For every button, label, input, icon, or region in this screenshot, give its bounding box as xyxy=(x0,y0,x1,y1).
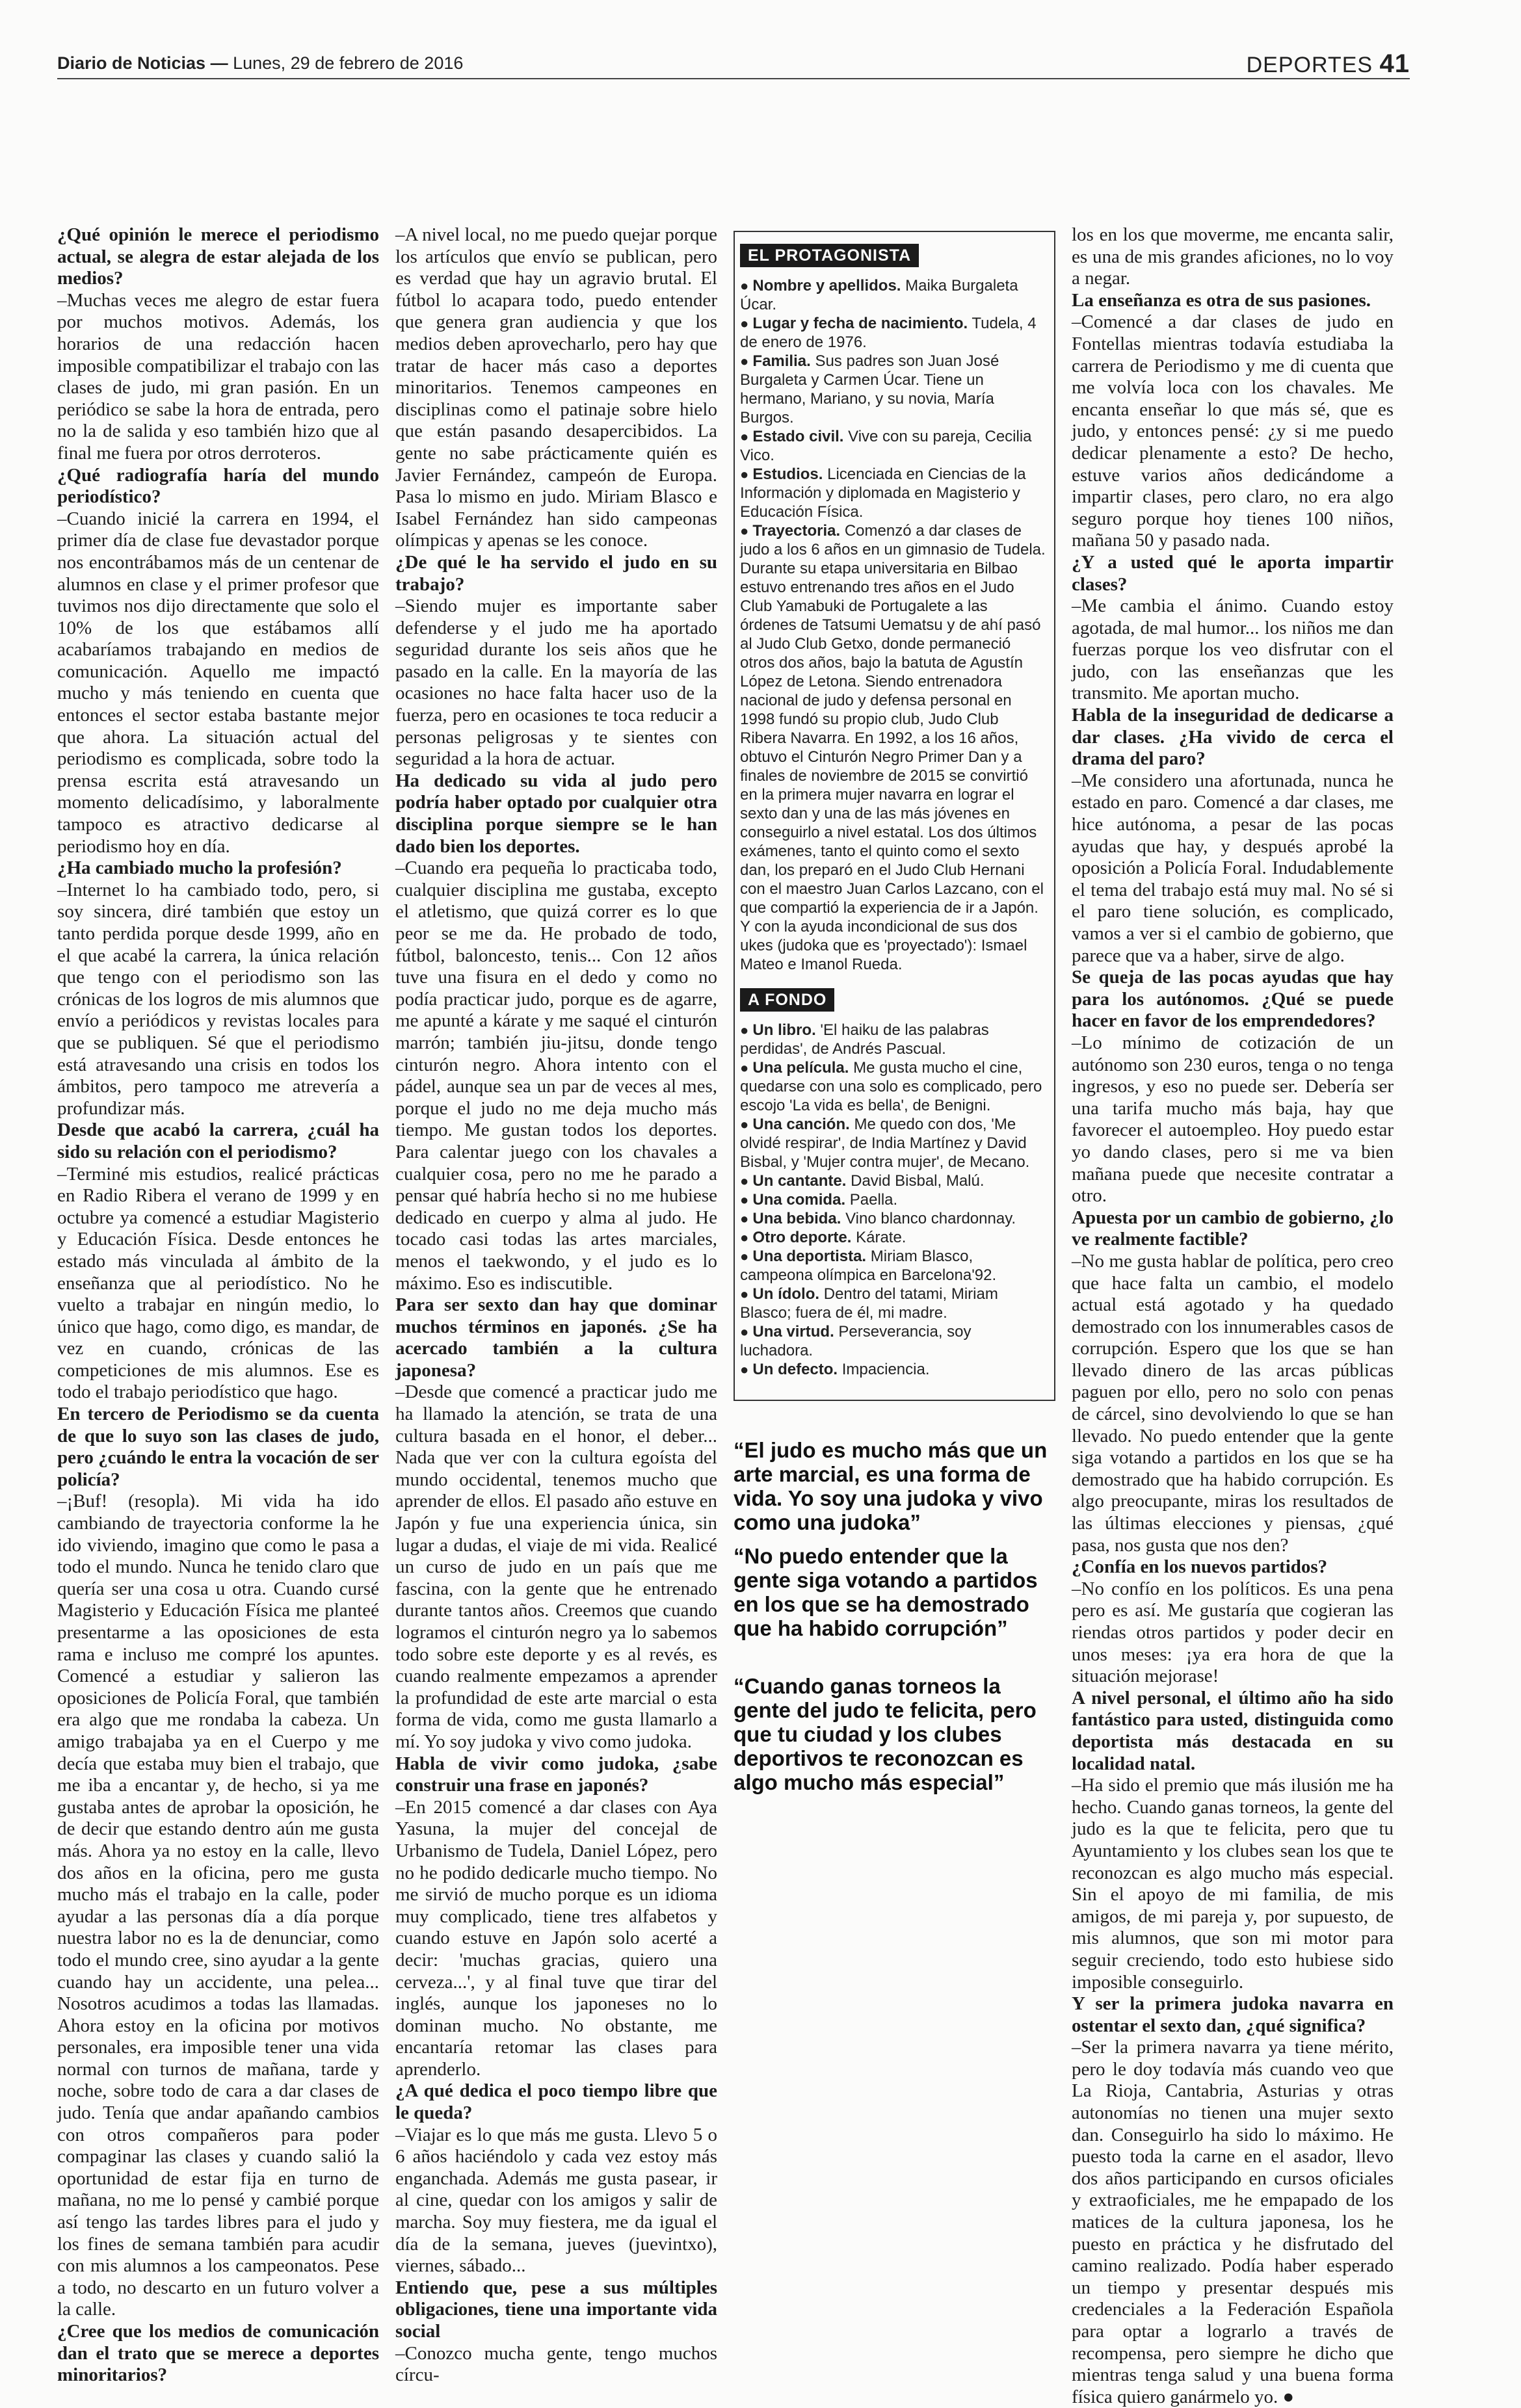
bullet-icon: ● xyxy=(740,353,753,369)
page-header xyxy=(57,46,1410,79)
page-number: 41 xyxy=(1379,49,1410,78)
pull-quote-1: “El judo es mucho más que un arte marcial, es una forma de vida. Yo soy una judoka y vivo como una judoka” xyxy=(734,1438,1048,1534)
protagonista-item xyxy=(740,427,1046,465)
interview-answer: –Viajar es lo que más me gusta. Llevo 5 o 6 años haciéndolo y cada vez estoy más enganchada. Además me gusta pasear, ir al cine, quedar con los amigos y salir de marcha. Soy muy fiestera, me da igual el día de la semana, jueves (juevintxo), viernes, sábado... xyxy=(395,2124,717,2277)
afondo-list xyxy=(740,1021,1046,1379)
interview-question: ¿Confía en los nuevos partidos? xyxy=(1072,1556,1328,1578)
bullet-icon: ● xyxy=(740,315,753,332)
afondo-item-key: Una bebida. xyxy=(752,1210,841,1227)
protagonista-label: EL PROTAGONISTA xyxy=(740,244,919,267)
interview-answer: –No me gusta hablar de política, pero creo que hace falta un cambio, el modelo actual está agotado y ha quedado demostrado con los innumerables casos de corrupción. Espero que los que se han llevado dinero de las arcas públicas paguen por ello, pero no solo con penas de cárcel, sino devolviendo lo que se han llevado. No puedo entender que la gente siga votando a partidos en los que se ha demostrado que ha habido corrupción. Es algo preocupante, miras los resultados de las últimas elecciones y piensas, ¿qué pasa, nos gusta que nos den? xyxy=(1072,1250,1394,1556)
bullet-icon: ● xyxy=(740,1192,753,1208)
protagonista-item-value: Licenciada en Ciencias de la Información y diplomada en Magisterio y Educación Física. xyxy=(740,465,1026,521)
protagonista-item-key: Familia. xyxy=(752,352,811,370)
afondo-item xyxy=(740,1360,1046,1379)
protagonista-item-value: Tudela, 4 de enero de 1976. xyxy=(740,315,1037,351)
bullet-icon: ● xyxy=(740,1116,753,1132)
interview-answer: –Cuando era pequeña lo practicaba todo, cualquier disciplina me gustaba, excepto el atletismo, que quizá correr es lo que peor se me da. He probado de todo, fútbol, baloncesto, tenis... Con 12 años tuve una fisura en el dedo y como no podía practicar judo, porque es de agarre, me apunté a kárate y me saqué el cinturón marrón; también jiu-jitsu, donde tengo cinturón negro. Ahora intento con el pádel, aunque sea un par de veces al mes, porque el judo no me deja mucho más tiempo. Me gustan todos los deportes. Para calentar juego con los chavales a cualquier cosa, pero no me he parado a pensar qué habría hecho si no me hubiese dedicado en cuerpo y alma al judo. He tocado casi todas las artes marciales, menos el taekwondo, y el judo es lo máximo. Eso es indiscutible. xyxy=(395,857,717,1294)
protagonista-item-key: Nombre y apellidos. xyxy=(752,277,901,294)
protagonista-item-key: Estado civil. xyxy=(752,428,844,445)
protagonista-item-value: Vive con su pareja, Cecilia Vico. xyxy=(740,428,1032,464)
afondo-item-key: Un defecto. xyxy=(752,1361,838,1378)
protagonista-item-value: Comenzó a dar clases de judo a los 6 años en un gimnasio de Tudela. Durante su etapa universitaria en Bilbao estuvo entrenando tres años en el Judo Club Yamabuki de Portugalete a las órdenes de Tatsumi Uematsu y de ahí pasó al Judo Club Getxo, donde permaneció otros dos años, bajo la batuta de Agustín López de Letona. Siendo entrenadora nacional de judo y defensa personal en 1998 fundó su propio club, Judo Club Ribera Navarra. En 1992, a los 16 años, obtuvo el Cinturón Negro Primer Dan y a finales de noviembre de 2015 se convirtió en la primera mujer navarra en lograr el sexto dan y una de las más jóvenes en conseguirlo a nivel estatal. Los dos últimos exámenes, tanto el quinto como el sexto dan, los preparó en el Judo Club Hernani con el maestro Juan Carlos Lazcano, con el que compartió la experiencia de ir a Japón. Y con la ayuda incondicional de sus dos ukes (judoka que es 'proyectado'): Ismael Mateo e Imanol Rueda. xyxy=(740,522,1046,973)
afondo-item xyxy=(740,1322,1046,1360)
afondo-item-value: Vino blanco chardonnay. xyxy=(841,1210,1016,1227)
protagonista-item xyxy=(740,276,1046,314)
pull-quote-3: “Cuando ganas torneos la gente del judo te felicita, pero que tu ciudad y los clubes deportivos te reconozcan es algo mucho más especial” xyxy=(734,1674,1037,1794)
interview-question: La enseñanza es otra de sus pasiones. xyxy=(1072,289,1371,311)
bullet-icon: ● xyxy=(740,1173,753,1189)
interview-answer: –Siendo mujer es importante saber defenderse y el judo me ha aportado seguridad durante los seis años que he pasado en la calle. En la mayoría de las ocasiones no hace falta hacer uso de la fuerza, pero en ocasiones te toca reducir a personas peligrosas y te sientes con seguridad a la hora de actuar. xyxy=(395,595,717,770)
interview-question: ¿Ha cambiado mucho la profesión? xyxy=(57,857,342,879)
protagonista-item-key: Estudios. xyxy=(752,465,823,483)
interview-question: ¿De qué le ha servido el judo en su trabajo? xyxy=(395,551,717,595)
afondo-label: A FONDO xyxy=(740,988,834,1012)
afondo-item-key: Un cantante. xyxy=(752,1172,847,1190)
protagonista-item-value: Sus padres son Juan José Burgaleta y Carmen Úcar. Tiene un hermano, Mariano, y su novia, María Burgos. xyxy=(740,352,999,426)
interview-answer: –Cuando inicié la carrera en 1994, el primer día de clase fue devastador porque nos encontrábamos más de un centenar de alumnos en clase y el primer profesor que tuvimos nos dijo directamente que solo el 10% de los que estábamos allí acabaríamos trabajando en medios de comunicación. Aquello me impactó mucho y más teniendo en cuenta que entonces el sector estaba bastante mejor que ahora. La situación actual del periodismo es complicada, sobre todo la prensa escrita está atravesando un momento delicadísimo, y laboralmente tampoco es atractivo dedicarse al periodismo hoy en día. xyxy=(57,508,379,857)
afondo-item xyxy=(740,1171,1046,1190)
interview-question: Habla de vivir como judoka, ¿sabe construir una frase en japonés? xyxy=(395,1753,717,1796)
interview-answer: –No confío en los políticos. Es una pena pero es así. Me gustaría que cogieran las riendas otros partidos y poder decir en unos meses: ¡ya era hora de que la situación mejorase! xyxy=(1072,1578,1394,1687)
bullet-icon: ● xyxy=(740,428,753,445)
bullet-icon: ● xyxy=(740,1229,753,1246)
afondo-item-value: Perseverancia, soy luchadora. xyxy=(740,1323,972,1359)
header-publication-line xyxy=(57,53,463,73)
bullet-icon: ● xyxy=(740,466,753,482)
interview-question: Se queja de las pocas ayudas que hay para los autónomos. ¿Qué se puede hacer en favor de los emprendedores? xyxy=(1072,967,1394,1032)
afondo-item-value: 'El haiku de las palabras perdidas', de Andrés Pascual. xyxy=(740,1021,989,1058)
sidebar-content xyxy=(740,244,1046,1379)
afondo-item-value: Kárate. xyxy=(851,1229,906,1246)
interview-answer: –Me cambia el ánimo. Cuando estoy agotada, de mal humor... los niños me dan fuerzas porque los veo disfrutar con el judo, con las enseñanzas que les transmito. Me aportan mucho. xyxy=(1072,595,1394,704)
afondo-item xyxy=(740,1247,1046,1285)
interview-question: Ha dedicado su vida al judo pero podría haber optado por cualquier otra disciplina porque siempre se le han dado bien los deportes. xyxy=(395,770,717,857)
interview-answer: –En 2015 comencé a dar clases con Aya Yasuna, la mujer del concejal de Urbanismo de Tudela, Daniel López, pero no he podido dedicarle mucho tiempo. No me sirvió de mucho porque es un idioma muy complicado, tiene tres alfabetos y cuando estuve en Japón solo acerté a decir: 'muchas gracias, quiero una cerveza...', y al final tuve que tirar del inglés, aunque los japoneses no lo dominan mucho. No obstante, me encantaría retomar las clases para aprenderlo. xyxy=(395,1796,717,2080)
bullet-icon: ● xyxy=(740,1211,753,1227)
bullet-icon: ● xyxy=(740,1022,753,1038)
afondo-item-value: Me quedo con dos, 'Me olvidé respirar', de India Martínez y David Bisbal, y 'Mujer contra mujer', de Mecano. xyxy=(740,1116,1030,1171)
protagonista-item-key: Trayectoria. xyxy=(752,522,841,540)
bullet-icon: ● xyxy=(740,1286,753,1302)
bullet-icon: ● xyxy=(740,523,753,539)
interview-answer: –Me considero una afortunada, nunca he estado en paro. Comencé a dar clases, me hice autónoma, a pesar de las pocas ayudas que hay, y después aprobé la oposición a Policía Foral. Indudablemente el tema del trabajo está muy mal. No sé si el paro tiene solución, es complicado, vamos a ver si el cambio de gobierno, que parece que va a haber, sirve de algo. xyxy=(1072,770,1394,966)
protagonista-item xyxy=(740,521,1046,974)
afondo-item xyxy=(740,1058,1046,1115)
publication-date: Lunes, 29 de febrero de 2016 xyxy=(233,53,464,73)
afondo-item xyxy=(740,1190,1046,1209)
afondo-item xyxy=(740,1228,1046,1247)
section-name: DEPORTES xyxy=(1246,53,1373,77)
afondo-item xyxy=(740,1285,1046,1322)
pull-quote-2: “No puedo entender que la gente siga votando a partidos en los que se ha demostrado que ha habido corrupción” xyxy=(734,1544,1038,1640)
interview-question: ¿Qué opinión le merece el periodismo actual, se alegra de estar alejada de los medios? xyxy=(57,224,379,289)
interview-answer: los en los que moverme, me encanta salir, es una de mis grandes aficiones, no lo voy a negar. xyxy=(1072,224,1394,289)
protagonista-item-value: Maika Burgaleta Úcar. xyxy=(740,277,1018,313)
afondo-item-key: Otro deporte. xyxy=(752,1229,852,1246)
protagonista-list xyxy=(740,276,1046,974)
interview-question: Y ser la primera judoka navarra en ostentar el sexto dan, ¿qué significa? xyxy=(1072,1993,1394,2036)
interview-question: Desde que acabó la carrera, ¿cuál ha sido su relación con el periodismo? xyxy=(57,1119,379,1162)
afondo-item-value: Dentro del tatami, Miriam Blasco; fuera de él, mi madre. xyxy=(740,1285,998,1322)
interview-question: En tercero de Periodismo se da cuenta de que lo suyo son las clases de judo, pero ¿cuándo le entra la vocación de ser policía? xyxy=(57,1404,379,1490)
interview-answer: –Ser la primera navarra ya tiene mérito, pero le doy todavía más cuando veo que La Rioja, Cantabria, Asturias y otras autonomías no tienen una mujer sexto dan. Conseguirlo ha sido lo máximo. He puesto toda la carne en el asador, llevo dos años participando en cursos oficiales y extraoficiales, me he empapado de los matices de la cultura japonesa, los he puesto en práctica y he disfrutado del camino realizado. Podía haber esperado un tiempo y presentar después mis credenciales a la Federación Española para optar a lograrlo a través de recompensa, pero siempre he dicho que mientras tenga salud y una buena forma física quiero ganármelo yo. ● xyxy=(1072,2037,1394,2407)
interview-answer: –A nivel local, no me puedo quejar porque los artículos que envío se publican, pero es verdad que hay un agravio brutal. El fútbol lo acapara todo, puedo entender que genera gran audiencia y que los medios deben aprovecharlo, pero hay que tratar de hacer más caso a deportes minoritarios. Tenemos campeones en disciplinas como el patinaje sobre hielo que están pasando desapercibidos. La gente no sabe prácticamente quién es Javier Fernández, campeón de Europa. Pasa lo mismo en judo. Miriam Blasco e Isabel Fernández han sido campeonas olímpicas y apenas se les conoce. xyxy=(395,224,717,551)
interview-question: ¿A qué dedica el poco tiempo libre que le queda? xyxy=(395,2080,717,2124)
bullet-icon: ● xyxy=(740,1361,753,1378)
article-column-1 xyxy=(57,224,379,2387)
bullet-icon: ● xyxy=(740,1324,753,1340)
interview-question: Para ser sexto dan hay que dominar muchos términos en japonés. ¿Se ha acercado también a la cultura japonesa? xyxy=(395,1294,717,1381)
interview-answer: –¡Buf! (resopla). Mi vida ha ido cambiando de trayectoria conforme la he ido viviendo, imagino que como le pasa a todo el mundo. Nunca he tenido claro que quería ser una cosa u otra. Cuando cursé Magisterio y Educación Física me planteé presentarme a las oposiciones de esta rama e incluso me compré los apuntes. Comencé a estudiar y salieron las oposiciones de Policía Foral, que también era algo que me rondaba la cabeza. Un amigo trabajaba ya en el Cuerpo y me decía que estaba muy bien el trabajo, que me iba a encantar y, de hecho, si ya me gustaba antes de aprobar la oposición, he de decir que estando dentro aún me gusta más. Ahora ya no estoy en la calle, llevo dos años en la oficina, pero me gusta mucho más el trabajo en la calle, poder ayudar a las personas día a día porque nuestra labor no es la de denunciar, como todo el mundo cree, sino ayudar a la gente cuando hay un accidente, una pelea... Nosotros acudimos a todas las llamadas. Ahora estoy en la oficina por motivos personales, era imposible tener una vida normal con turnos de mañana, tarde y noche, sobre todo de cara a dar clases de judo. Tenía que andar apañando cambios con otros compañeros para poder compaginar las clases y cuando salió la oportunidad de estar fija en turno de mañana, no me lo pensé y cambié porque así tengo las tardes libres para el judo y los fines de semana también para acudir con mis alumnos a los campeonatos. Pese a todo, no descarto en un futuro volver a la calle. xyxy=(57,1491,379,2320)
interview-answer: –Ha sido el premio que más ilusión me ha hecho. Cuando ganas torneos, la gente del judo es la que te felicita, pero que tu Ayuntamiento y los clubes sean los que te reconozcan es algo mucho más especial. Sin el apoyo de mi familia, de mis amigos, de mi pareja y, por supuesto, de mis alumnos, que son mi motor para seguir creciendo, todo esto hubiese sido imposible conseguirlo. xyxy=(1072,1775,1394,1993)
afondo-item-key: Una película. xyxy=(752,1059,849,1077)
protagonista-item xyxy=(740,314,1046,352)
afondo-item-key: Una comida. xyxy=(752,1191,846,1209)
interview-question: ¿Cree que los medios de comunicación dan el trato que se merece a deportes minoritarios? xyxy=(57,2321,379,2386)
afondo-item-value: Paella. xyxy=(845,1191,898,1209)
afondo-item-key: Una canción. xyxy=(752,1116,850,1133)
afondo-item-key: Una deportista. xyxy=(752,1248,867,1265)
interview-answer: –Comencé a dar clases de judo en Fontellas mientras todavía estudiaba la carrera de Periodismo y me di cuenta que me volvía loca con los chavales. Me encanta enseñar lo que más sé, que es judo, y entonces pensé: ¿y si me puedo dedicar plenamente a esto? De hecho, estuve varios años dedicándome a impartir clases, pero claro, no era algo seguro porque hoy tienes 100 niños, mañana 50 y pasado nada. xyxy=(1072,311,1394,551)
bullet-icon: ● xyxy=(740,1060,753,1076)
afondo-section xyxy=(740,988,1046,1379)
interview-question: Apuesta por un cambio de gobierno, ¿lo ve realmente factible? xyxy=(1072,1207,1394,1250)
afondo-item-key: Una virtud. xyxy=(752,1323,834,1341)
afondo-item-key: Un ídolo. xyxy=(752,1285,820,1303)
afondo-item-value: Impaciencia. xyxy=(838,1361,930,1378)
interview-answer: –Terminé mis estudios, realicé prácticas en Radio Ribera el verano de 1999 y en octubre ya comencé a estudiar Magisterio y Educación Física. Desde entonces he estado más vinculada al ámbito de la enseñanza que al periodístico. No he vuelto a trabajar en ningún medio, lo único que hago, como digo, es mandar, de vez en cuando, crónicas de las competiciones de mis alumnos. Ese es todo el trabajo periodístico que hago. xyxy=(57,1163,379,1403)
article-column-2 xyxy=(395,224,717,2387)
protagonista-section xyxy=(740,244,1046,974)
afondo-item-value: David Bisbal, Malú. xyxy=(846,1172,985,1190)
interview-question: A nivel personal, el último año ha sido fantástico para usted, distinguida como deportista más destacada en su localidad natal. xyxy=(1072,1687,1394,1774)
bullet-icon: ● xyxy=(740,1248,753,1264)
header-rule xyxy=(57,78,1410,79)
interview-question: ¿Y a usted qué le aporta impartir clases? xyxy=(1072,551,1394,595)
header-section-line xyxy=(1247,49,1410,79)
afondo-item xyxy=(740,1021,1046,1058)
interview-answer: –Muchas veces me alegro de estar fuera por muchos motivos. Además, los horarios de una redacción hacen imposible compatibilizar el trabajo con las clases de judo, mi gran pasión. En un periódico se sabe la hora de entrada, pero no la de salida y eso también hizo que al final me fuera por otros derroteros. xyxy=(57,289,379,464)
interview-answer: –Desde que comencé a practicar judo me ha llamado la atención, se trata de una cultura basada en el honor, el deber... Nada que ver con la cultura egoísta del mundo occidental, tenemos mucho que aprender de ellos. El pasado año estuve en Japón y fue una experiencia única, sin lugar a dudas, el viaje de mi vida. Realicé un curso de judo en un país que me fascina, con la gente que he entrenado durante tantos años. Creemos que cuando logramos el cinturón negro ya lo sabemos todo sobre este deporte y es al revés, es cuando realmente empezamos a aprender la profundidad de este arte marcial o esta forma de vida, como me gusta llamarlo a mí. Yo soy judoka y vivo como judoka. xyxy=(395,1381,717,1752)
interview-question: Habla de la inseguridad de dedicarse a dar clases. ¿Ha vivido de cerca el drama del paro? xyxy=(1072,705,1394,770)
publication-name: Diario de Noticias xyxy=(57,53,206,73)
protagonista-item xyxy=(740,465,1046,521)
protagonista-item-key: Lugar y fecha de nacimiento. xyxy=(752,315,968,332)
article-column-4 xyxy=(1072,224,1394,2408)
bullet-icon: ● xyxy=(740,278,753,294)
afondo-item-key: Un libro. xyxy=(752,1021,816,1039)
afondo-item-value: Me gusta mucho el cine, quedarse con una solo es complicado, pero escojo 'La vida es bella', de Benigni. xyxy=(740,1059,1042,1114)
header-dash: — xyxy=(205,53,233,73)
interview-answer: –Conozco mucha gente, tengo muchos círcu- xyxy=(395,2342,717,2386)
afondo-item xyxy=(740,1115,1046,1171)
interview-question: ¿Qué radiografía haría del mundo periodístico? xyxy=(57,464,379,508)
interview-answer: –Internet lo ha cambiado todo, pero, si soy sincera, diré también que estoy un tanto perdida porque desde 1999, año en el que acabé la carrera, la única relación que tengo con el periodismo son las crónicas de los logros de mis alumnos que envío a periódicos y revistas locales para que se publiquen. Sé que el periodismo está atravesando una crisis en todos los ámbitos, pero tampoco me atrevería a profundizar más. xyxy=(57,879,379,1119)
interview-answer: –Lo mínimo de cotización de un autónomo son 230 euros, tenga o no tenga ingresos, y eso no puede ser. Debería ser una tarifa mucho más baja, hay que favorecer el autoempleo. Hoy puedo estar yo dando clases, pero si me va bien mañana puede que necesite contratar a otro. xyxy=(1072,1032,1394,1207)
interview-question: Entiendo que, pese a sus múltiples obligaciones, tiene una importante vida social xyxy=(395,2277,717,2342)
protagonista-item xyxy=(740,352,1046,427)
afondo-item xyxy=(740,1209,1046,1228)
afondo-item-value: Miriam Blasco, campeona olímpica en Barcelona'92. xyxy=(740,1248,997,1284)
